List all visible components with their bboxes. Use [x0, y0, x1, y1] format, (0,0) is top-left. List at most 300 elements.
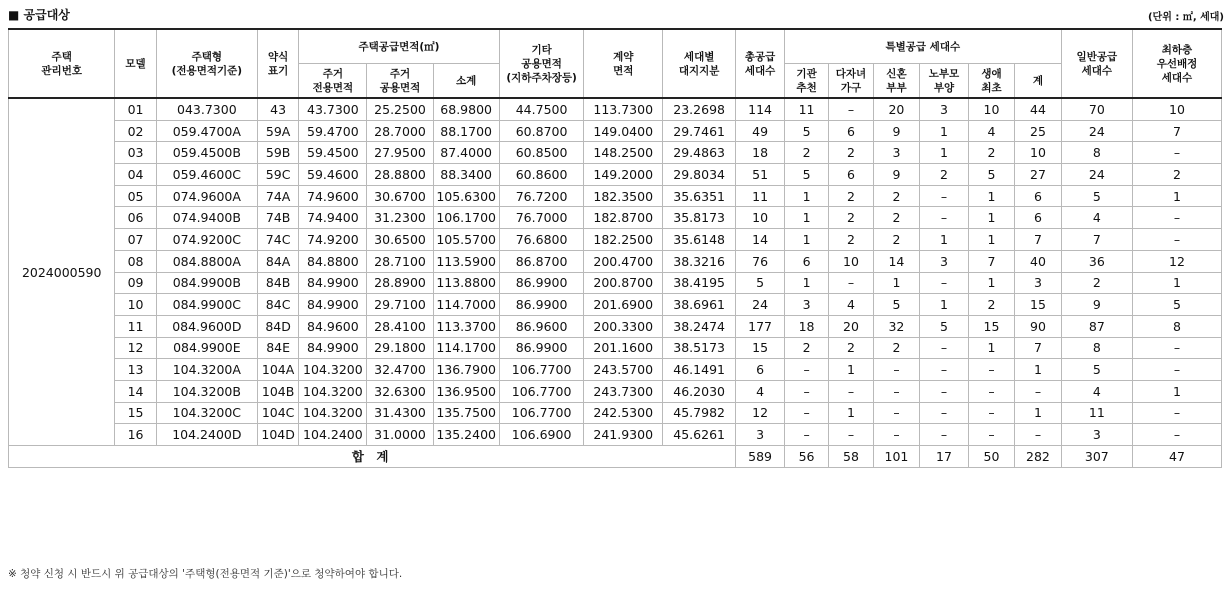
- table-cell: 15: [736, 337, 785, 359]
- table-cell: 24: [1061, 164, 1132, 186]
- table-cell: 5: [736, 272, 785, 294]
- table-cell: 74C: [257, 229, 298, 251]
- table-cell: 35.6148: [662, 229, 735, 251]
- header-general-supply: 일반공급 세대수: [1061, 29, 1132, 98]
- table-cell: 104.3200: [299, 402, 367, 424]
- table-cell: 243.5700: [584, 359, 663, 381]
- table-cell: 2: [873, 337, 919, 359]
- header-elderly-parent: 노부모 부양: [920, 64, 969, 99]
- table-row: [9, 315, 1222, 337]
- table-cell: 114.7000: [433, 294, 499, 316]
- table-cell: 1: [968, 185, 1014, 207]
- table-cell: 44.7500: [499, 98, 584, 120]
- table-cell: 90: [1015, 315, 1061, 337]
- table-cell: –: [829, 380, 873, 402]
- table-cell: 182.2500: [584, 229, 663, 251]
- table-cell: 60.8700: [499, 120, 584, 142]
- table-cell: 084.9900C: [156, 294, 257, 316]
- table-cell: 2: [829, 207, 873, 229]
- table-cell: 10: [1132, 98, 1221, 120]
- table-row: [9, 272, 1222, 294]
- table-cell: 08: [115, 250, 156, 272]
- table-cell: 084.8800A: [156, 250, 257, 272]
- header-subtotal: 소계: [433, 64, 499, 99]
- header-first-life: 생애 최초: [968, 64, 1014, 99]
- table-cell: 84.9600: [299, 315, 367, 337]
- table-cell: 4: [968, 120, 1014, 142]
- table-cell: 5: [1132, 294, 1221, 316]
- table-cell: 24: [736, 294, 785, 316]
- table-cell: 8: [1061, 337, 1132, 359]
- table-cell: 104.3200: [299, 359, 367, 381]
- table-cell: –: [968, 380, 1014, 402]
- table-cell: 87.4000: [433, 142, 499, 164]
- total-label: 합 계: [9, 446, 736, 468]
- table-cell: 1: [1132, 272, 1221, 294]
- table-cell: 70: [1061, 98, 1132, 120]
- table-cell: 84B: [257, 272, 298, 294]
- table-cell: 18: [784, 315, 828, 337]
- table-cell: 104.3200B: [156, 380, 257, 402]
- table-cell: 12: [1132, 250, 1221, 272]
- footnote: ※ 청약 신청 시 반드시 위 공급대상의 '주택형(전용면적 기준)'으로 청약하여야 합니다.: [8, 568, 403, 580]
- table-cell: 27.9500: [367, 142, 433, 164]
- table-cell: 29.4863: [662, 142, 735, 164]
- table-cell: –: [1015, 424, 1061, 446]
- table-cell: 31.4300: [367, 402, 433, 424]
- table-cell: 104.3200: [299, 380, 367, 402]
- table-cell: 200.8700: [584, 272, 663, 294]
- table-cell: –: [1132, 424, 1221, 446]
- table-cell: 1: [829, 359, 873, 381]
- table-cell: 43: [257, 98, 298, 120]
- header-multi-child: 다자녀 가구: [829, 64, 873, 99]
- supply-table: [8, 28, 1222, 468]
- table-cell: 1: [784, 185, 828, 207]
- table-cell: 3: [873, 142, 919, 164]
- table-cell: 60.8500: [499, 142, 584, 164]
- table-cell: 2: [829, 337, 873, 359]
- table-cell: 84.8800: [299, 250, 367, 272]
- header-institution: 기관 추천: [784, 64, 828, 99]
- total-cell: 50: [968, 446, 1014, 468]
- table-cell: 5: [968, 164, 1014, 186]
- table-cell: 104D: [257, 424, 298, 446]
- table-cell: –: [968, 359, 1014, 381]
- table-cell: 1: [1015, 402, 1061, 424]
- total-cell: 282: [1015, 446, 1061, 468]
- table-cell: –: [873, 402, 919, 424]
- table-cell: 200.4700: [584, 250, 663, 272]
- table-cell: 106.1700: [433, 207, 499, 229]
- table-row: [9, 424, 1222, 446]
- table-cell: 3: [1061, 424, 1132, 446]
- table-cell: 23.2698: [662, 98, 735, 120]
- total-cell: 47: [1132, 446, 1221, 468]
- table-cell: 6: [1015, 207, 1061, 229]
- table-cell: 8: [1061, 142, 1132, 164]
- table-cell: 38.6961: [662, 294, 735, 316]
- table-cell: 14: [873, 250, 919, 272]
- table-cell: 76.6800: [499, 229, 584, 251]
- table-cell: 5: [873, 294, 919, 316]
- table-cell: 20: [873, 98, 919, 120]
- table-row: [9, 229, 1222, 251]
- table-cell: 25.2500: [367, 98, 433, 120]
- table-cell: –: [1132, 142, 1221, 164]
- table-cell: 9: [873, 120, 919, 142]
- table-cell: 105.6300: [433, 185, 499, 207]
- table-cell: 59.4600: [299, 164, 367, 186]
- table-cell: 1: [784, 272, 828, 294]
- table-cell: 1: [784, 229, 828, 251]
- table-cell: 06: [115, 207, 156, 229]
- table-cell: 1: [1015, 359, 1061, 381]
- table-cell: 113.3700: [433, 315, 499, 337]
- table-cell: 1: [1132, 185, 1221, 207]
- table-cell: 11: [1061, 402, 1132, 424]
- table-cell: 60.8600: [499, 164, 584, 186]
- table-cell: 13: [115, 359, 156, 381]
- table-cell: 31.0000: [367, 424, 433, 446]
- table-cell: 35.6351: [662, 185, 735, 207]
- table-cell: 07: [115, 229, 156, 251]
- table-cell: 38.3216: [662, 250, 735, 272]
- table-cell: 74B: [257, 207, 298, 229]
- header-mgmt-no: 주택 관리번호: [9, 29, 115, 98]
- table-cell: 136.7900: [433, 359, 499, 381]
- header-type: 주택형 (전용면적기준): [156, 29, 257, 98]
- table-cell: 4: [1061, 380, 1132, 402]
- table-cell: –: [873, 380, 919, 402]
- header-total-supply: 총공급 세대수: [736, 29, 785, 98]
- table-cell: 10: [736, 207, 785, 229]
- table-cell: –: [829, 98, 873, 120]
- table-cell: 86.8700: [499, 250, 584, 272]
- table-cell: 1: [1132, 380, 1221, 402]
- table-cell: 149.0400: [584, 120, 663, 142]
- table-cell: –: [829, 272, 873, 294]
- table-cell: 9: [1061, 294, 1132, 316]
- unit-label: (단위 : ㎡, 세대): [1147, 12, 1224, 23]
- table-cell: 40: [1015, 250, 1061, 272]
- table-cell: 38.2474: [662, 315, 735, 337]
- table-cell: 29.7100: [367, 294, 433, 316]
- table-row: [9, 337, 1222, 359]
- total-cell: 589: [736, 446, 785, 468]
- table-cell: 28.8800: [367, 164, 433, 186]
- table-cell: 88.1700: [433, 120, 499, 142]
- table-cell: –: [920, 424, 969, 446]
- table-row: [9, 98, 1222, 120]
- table-cell: 4: [829, 294, 873, 316]
- table-cell: 6: [829, 164, 873, 186]
- table-cell: 106.7700: [499, 402, 584, 424]
- table-cell: 43.7300: [299, 98, 367, 120]
- table-cell: 074.9400B: [156, 207, 257, 229]
- table-cell: 88.3400: [433, 164, 499, 186]
- table-cell: 32: [873, 315, 919, 337]
- table-cell: 2: [1061, 272, 1132, 294]
- table-cell: 45.6261: [662, 424, 735, 446]
- table-cell: 3: [1015, 272, 1061, 294]
- table-cell: 15: [968, 315, 1014, 337]
- table-cell: 09: [115, 272, 156, 294]
- table-cell: 2: [873, 185, 919, 207]
- header-newlywed: 신혼 부부: [873, 64, 919, 99]
- table-cell: 18: [736, 142, 785, 164]
- table-cell: 11: [784, 98, 828, 120]
- table-row: [9, 402, 1222, 424]
- table-cell: 31.2300: [367, 207, 433, 229]
- table-cell: 46.1491: [662, 359, 735, 381]
- table-cell: 15: [1015, 294, 1061, 316]
- table-cell: 2: [1132, 164, 1221, 186]
- total-cell: 58: [829, 446, 873, 468]
- table-cell: 106.6900: [499, 424, 584, 446]
- table-cell: 114: [736, 98, 785, 120]
- table-cell: 5: [784, 164, 828, 186]
- table-cell: 1: [968, 272, 1014, 294]
- header-special-supply: 특별공급 세대수: [784, 29, 1061, 64]
- table-row: [9, 294, 1222, 316]
- table-row: [9, 250, 1222, 272]
- table-cell: 2: [829, 185, 873, 207]
- table-cell: 2: [784, 337, 828, 359]
- table-cell: –: [784, 359, 828, 381]
- table-cell: –: [920, 207, 969, 229]
- table-cell: 7: [1132, 120, 1221, 142]
- table-cell: 16: [115, 424, 156, 446]
- table-cell: 149.2000: [584, 164, 663, 186]
- table-cell: 104B: [257, 380, 298, 402]
- table-cell: 105.5700: [433, 229, 499, 251]
- total-row: [9, 446, 1222, 468]
- table-cell: 29.8034: [662, 164, 735, 186]
- table-cell: 6: [829, 120, 873, 142]
- header-land-share: 세대별 대지지분: [662, 29, 735, 98]
- table-cell: 1: [784, 207, 828, 229]
- table-cell: 11: [736, 185, 785, 207]
- table-cell: 45.7982: [662, 402, 735, 424]
- table-cell: 74.9400: [299, 207, 367, 229]
- table-cell: 113.5900: [433, 250, 499, 272]
- table-cell: 1: [968, 337, 1014, 359]
- table-cell: 2: [873, 207, 919, 229]
- table-cell: 20: [829, 315, 873, 337]
- table-cell: 46.2030: [662, 380, 735, 402]
- table-body: [9, 98, 1222, 467]
- table-cell: 136.9500: [433, 380, 499, 402]
- table-cell: 84.9900: [299, 337, 367, 359]
- table-cell: –: [968, 424, 1014, 446]
- table-cell: 24: [1061, 120, 1132, 142]
- table-cell: 12: [736, 402, 785, 424]
- table-cell: 59C: [257, 164, 298, 186]
- table-cell: –: [920, 185, 969, 207]
- table-cell: 5: [784, 120, 828, 142]
- table-cell: 44: [1015, 98, 1061, 120]
- table-cell: 32.6300: [367, 380, 433, 402]
- table-cell: 29.7461: [662, 120, 735, 142]
- table-cell: 7: [1015, 337, 1061, 359]
- table-cell: 01: [115, 98, 156, 120]
- header-other-common: 기타 공용면적 (지하주차장등): [499, 29, 584, 98]
- table-cell: 242.5300: [584, 402, 663, 424]
- table-cell: –: [784, 380, 828, 402]
- table-cell: 49: [736, 120, 785, 142]
- table-cell: –: [829, 424, 873, 446]
- table-cell: 74.9600: [299, 185, 367, 207]
- table-cell: 3: [784, 294, 828, 316]
- table-cell: 7: [1061, 229, 1132, 251]
- table-cell: 86.9900: [499, 272, 584, 294]
- table-cell: 7: [1015, 229, 1061, 251]
- table-cell: 84.9900: [299, 294, 367, 316]
- header-abbr: 약식 표기: [257, 29, 298, 98]
- table-cell: –: [873, 359, 919, 381]
- header-contract-area: 계약 면적: [584, 29, 663, 98]
- table-cell: 2: [968, 294, 1014, 316]
- table-row: [9, 142, 1222, 164]
- table-cell: –: [1132, 402, 1221, 424]
- table-cell: –: [1132, 207, 1221, 229]
- table-cell: 14: [736, 229, 785, 251]
- table-cell: –: [784, 424, 828, 446]
- table-cell: 2: [873, 229, 919, 251]
- table-cell: 113.8800: [433, 272, 499, 294]
- table-cell: –: [1015, 380, 1061, 402]
- table-row: [9, 185, 1222, 207]
- table-cell: 7: [968, 250, 1014, 272]
- table-cell: 35.8173: [662, 207, 735, 229]
- table-cell: 1: [829, 402, 873, 424]
- table-cell: 1: [968, 207, 1014, 229]
- management-number: 2024000590: [9, 98, 115, 446]
- table-cell: –: [920, 272, 969, 294]
- table-cell: 114.1700: [433, 337, 499, 359]
- table-cell: 74.9200: [299, 229, 367, 251]
- table-cell: 38.4195: [662, 272, 735, 294]
- table-cell: 2: [784, 142, 828, 164]
- table-cell: 2: [920, 164, 969, 186]
- table-cell: 6: [784, 250, 828, 272]
- table-cell: 02: [115, 120, 156, 142]
- table-cell: 084.9900B: [156, 272, 257, 294]
- section-title: ■ 공급대상: [8, 8, 70, 22]
- table-cell: 2: [829, 142, 873, 164]
- table-cell: 106.7700: [499, 359, 584, 381]
- table-cell: 86.9900: [499, 337, 584, 359]
- table-cell: 6: [736, 359, 785, 381]
- table-cell: 76.7200: [499, 185, 584, 207]
- table-cell: 3: [736, 424, 785, 446]
- table-cell: 135.2400: [433, 424, 499, 446]
- table-cell: 135.7500: [433, 402, 499, 424]
- table-cell: 03: [115, 142, 156, 164]
- table-cell: 3: [920, 250, 969, 272]
- table-cell: 084.9900E: [156, 337, 257, 359]
- table-cell: –: [873, 424, 919, 446]
- table-cell: 14: [115, 380, 156, 402]
- table-cell: 86.9900: [499, 294, 584, 316]
- table-cell: 59.4700: [299, 120, 367, 142]
- header-supply-area: 주택공급면적(㎡): [299, 29, 499, 64]
- total-cell: 101: [873, 446, 919, 468]
- table-cell: 1: [920, 142, 969, 164]
- header-top-floor: 최하층 우선배정 세대수: [1132, 29, 1221, 98]
- table-cell: 4: [736, 380, 785, 402]
- table-cell: 104A: [257, 359, 298, 381]
- table-cell: –: [1132, 337, 1221, 359]
- table-cell: 28.8900: [367, 272, 433, 294]
- table-cell: 059.4700A: [156, 120, 257, 142]
- table-cell: 84E: [257, 337, 298, 359]
- table-row: [9, 207, 1222, 229]
- table-cell: 10: [968, 98, 1014, 120]
- total-cell: 56: [784, 446, 828, 468]
- table-cell: 04: [115, 164, 156, 186]
- table-cell: 1: [920, 294, 969, 316]
- table-cell: 043.7300: [156, 98, 257, 120]
- table-cell: –: [784, 402, 828, 424]
- table-cell: 10: [829, 250, 873, 272]
- table-cell: 1: [920, 120, 969, 142]
- table-cell: 182.3500: [584, 185, 663, 207]
- table-cell: 104.3200C: [156, 402, 257, 424]
- table-cell: 201.6900: [584, 294, 663, 316]
- table-cell: 074.9200C: [156, 229, 257, 251]
- table-cell: 148.2500: [584, 142, 663, 164]
- table-cell: 113.7300: [584, 98, 663, 120]
- table-cell: 05: [115, 185, 156, 207]
- table-cell: –: [920, 402, 969, 424]
- table-cell: 12: [115, 337, 156, 359]
- table-cell: 9: [873, 164, 919, 186]
- table-cell: 5: [920, 315, 969, 337]
- table-cell: 51: [736, 164, 785, 186]
- table-cell: 2: [968, 142, 1014, 164]
- table-cell: 76: [736, 250, 785, 272]
- table-cell: 106.7700: [499, 380, 584, 402]
- table-cell: –: [968, 402, 1014, 424]
- table-cell: 5: [1061, 359, 1132, 381]
- table-cell: 200.3300: [584, 315, 663, 337]
- table-cell: 68.9800: [433, 98, 499, 120]
- table-cell: 76.7000: [499, 207, 584, 229]
- table-cell: 59B: [257, 142, 298, 164]
- table-cell: 3: [920, 98, 969, 120]
- table-cell: 29.1800: [367, 337, 433, 359]
- table-cell: 059.4500B: [156, 142, 257, 164]
- header-common-area: 주거 공용면적: [367, 64, 433, 99]
- table-cell: 201.1600: [584, 337, 663, 359]
- table-cell: 84.9900: [299, 272, 367, 294]
- table-cell: 84C: [257, 294, 298, 316]
- table-cell: 4: [1061, 207, 1132, 229]
- table-cell: 8: [1132, 315, 1221, 337]
- total-cell: 307: [1061, 446, 1132, 468]
- table-cell: 28.4100: [367, 315, 433, 337]
- table-cell: 2: [829, 229, 873, 251]
- header-special-total: 계: [1015, 64, 1061, 99]
- total-cell: 17: [920, 446, 969, 468]
- table-cell: 84A: [257, 250, 298, 272]
- table-cell: 074.9600A: [156, 185, 257, 207]
- table-cell: –: [920, 337, 969, 359]
- table-row: [9, 380, 1222, 402]
- table-row: [9, 359, 1222, 381]
